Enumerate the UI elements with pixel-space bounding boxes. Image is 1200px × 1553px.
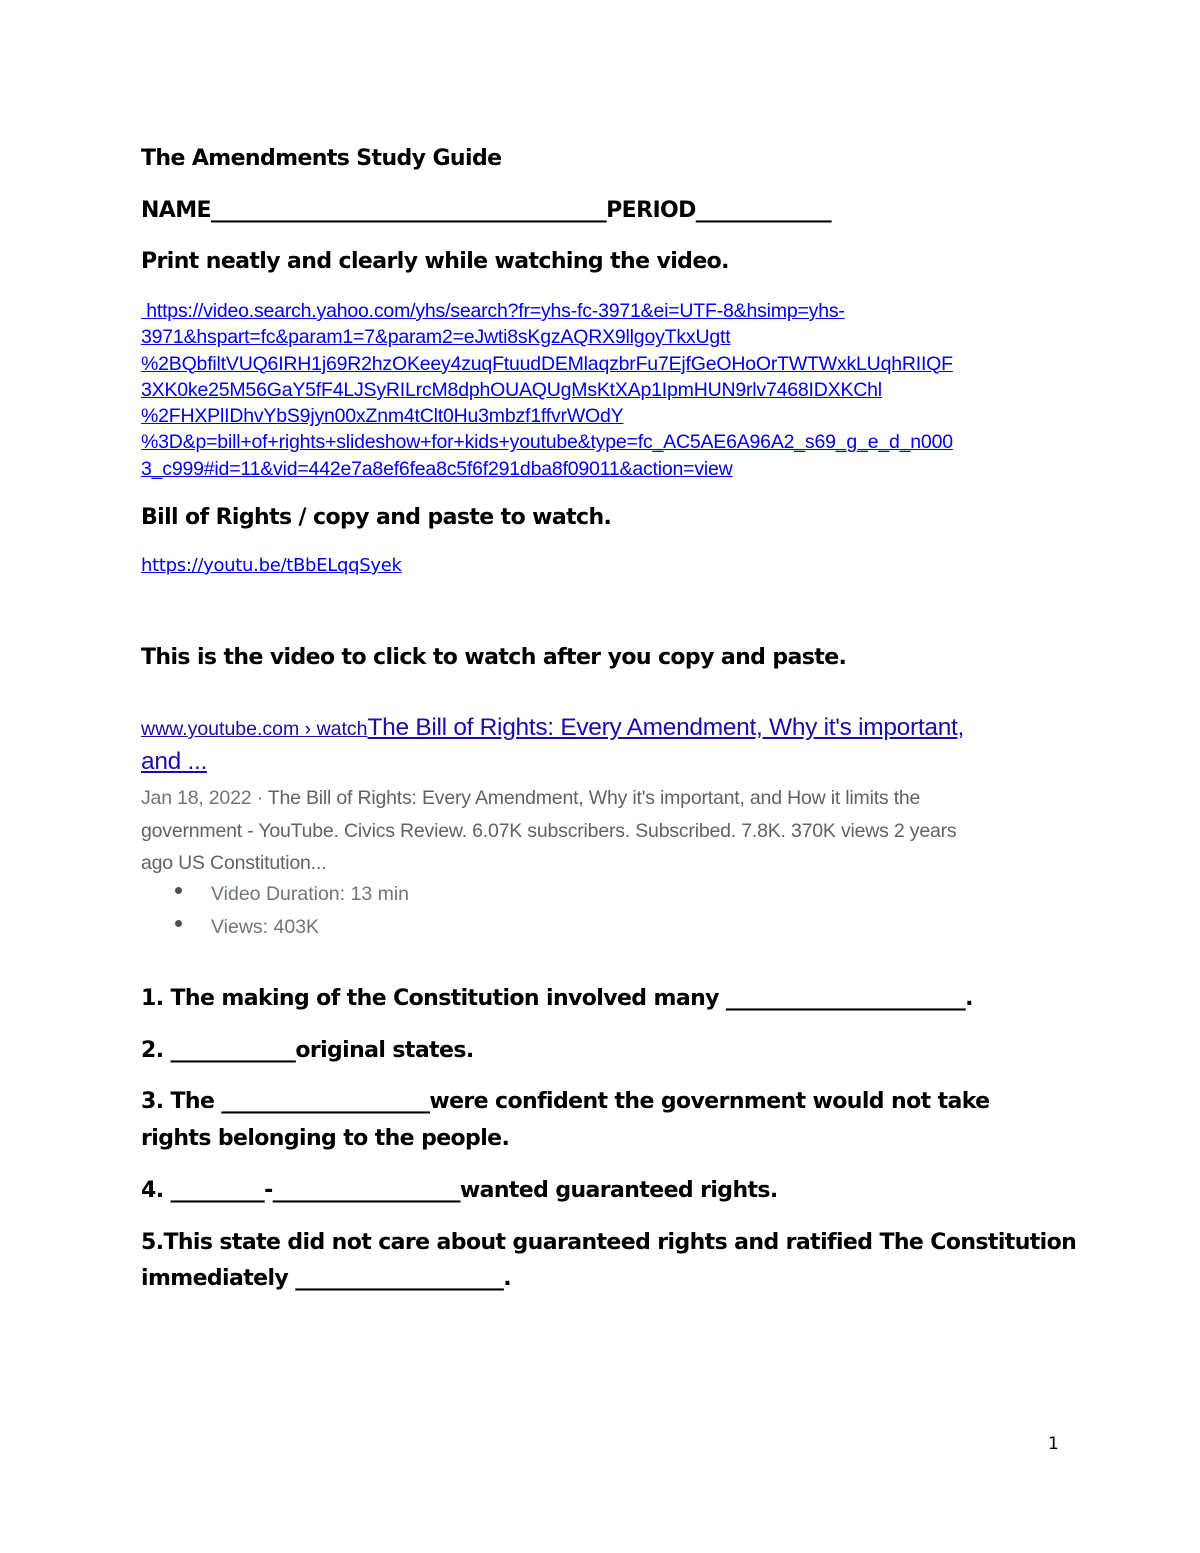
instruction-text: Print neatly and clearly while watching the video. <box>141 249 729 274</box>
link-line[interactable]: 3_c999#id=11&vid=442e7a8ef6fea8c5f6f291dba8f09011&action=view <box>141 457 733 480</box>
link-line[interactable]: 3971&hspart=fc&param1=7&param2=eJwti8sKgzAQRX9llgoyTkxUgtt <box>141 326 731 349</box>
list-item <box>172 878 409 911</box>
question-1: 1. The making of the Constitution involved many _______________________. <box>141 986 973 1011</box>
question-5-continued: immediately ____________________. <box>141 1266 511 1291</box>
bullet-icon <box>175 920 182 927</box>
snippet-text: ago US Constitution... <box>141 852 327 874</box>
question-3-continued: rights belonging to the people. <box>141 1126 510 1151</box>
question-3: 3. The ____________________were confident the government would not take <box>141 1089 990 1114</box>
question-2: 2. ____________original states. <box>141 1038 474 1063</box>
link-line[interactable]: %2BQbfiltVUQ6IRH1j69R2hzOKeey4zuqFtuudDEMlaqzbrFu7EjfGeOHoOrTWTWxkLUqhRIIQF <box>141 352 953 375</box>
click-video-heading: This is the video to click to watch after you copy and paste. <box>141 645 847 670</box>
video-search-result <box>141 712 1061 780</box>
result-title-link[interactable]: The Bill of Rights: Every Amendment, Why it's important, <box>367 714 965 741</box>
bullet-icon <box>175 887 182 894</box>
snippet-text: The Bill of Rights: Every Amendment, Why it's important, and How it limits the <box>267 787 921 809</box>
name-period-line: NAME______________________________________PERIOD_____________ <box>141 198 832 223</box>
result-snippet <box>141 782 1061 880</box>
page-number: 1 <box>1048 1434 1059 1454</box>
link-line[interactable]: https://video.search.yahoo.com/yhs/search?fr=yhs-fc-3971&ei=UTF-8&hsimp=yhs- <box>141 300 845 322</box>
video-views: Views: 403K <box>211 915 320 938</box>
result-meta-list <box>172 878 409 943</box>
result-source-link[interactable]: www.youtube.com › watch <box>141 718 368 740</box>
video-search-link[interactable] <box>141 298 1071 482</box>
snippet-text: government - YouTube. Civics Review. 6.07K subscribers. Subscribed. 7.8K. 370K views 2 years <box>141 819 957 842</box>
video-duration: Video Duration: 13 min <box>211 883 410 905</box>
link-line[interactable]: 3XK0ke25M56GaY5fF4LJSyRILrcM8dphOUAQUgMsKtXAp1IpmHUN9rlv7468IDXKChl <box>141 378 882 401</box>
result-date: Jan 18, 2022 · <box>141 787 268 809</box>
question-4: 4. _________-__________________wanted guaranteed rights. <box>141 1178 778 1203</box>
link-line[interactable]: %2FHXPlIDhvYbS9jyn00xZnm4tClt0Hu3mbzf1ffvrWOdY <box>141 405 624 428</box>
youtube-short-link[interactable]: https://youtu.be/tBbELqqSyek <box>141 555 402 576</box>
bill-of-rights-heading: Bill of Rights / copy and paste to watch. <box>141 505 612 530</box>
list-item <box>172 911 409 944</box>
page-title: The Amendments Study Guide <box>141 146 502 171</box>
link-line[interactable]: %3D&p=bill+of+rights+slideshow+for+kids+youtube&type=fc_AC5AE6A96A2_s69_g_e_d_n000 <box>141 431 953 454</box>
question-5: 5.This state did not care about guaranteed rights and ratified The Constitution <box>141 1230 1077 1255</box>
result-title-link-continued[interactable]: and ... <box>141 748 208 775</box>
